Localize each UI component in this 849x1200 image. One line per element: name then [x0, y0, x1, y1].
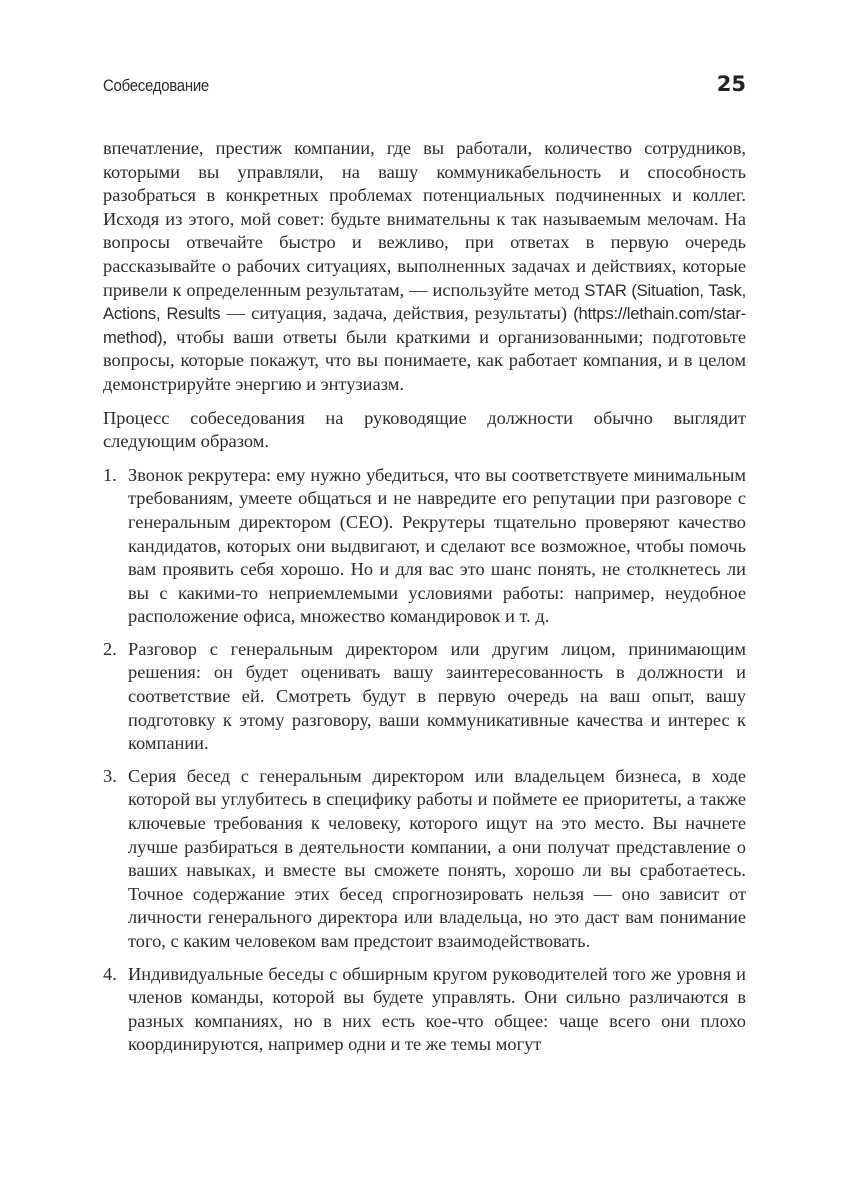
list-item-number: 3. — [103, 765, 117, 786]
page-body — [103, 137, 746, 1066]
paragraph-text: впечатление, престиж компании, где вы работали, количество сотрудников, которыми вы управляли, на вашу коммуникабельность и способность разобраться в конкретных проблемах потенциальных подчиненных и коллег. Исходя из этого, мой совет: будьте внимательны к так называемым мелочам. На вопросы отвечайте быстро и вежливо, при ответах в первую очередь рассказывайте о рабочих ситуациях, выполненных задачах и действиях, которые привели к определенным результатам, — используйте метод — [103, 138, 746, 300]
list-item-text: Разговор с генеральным директором или другим лицом, принимающим решения: он будет оценивать вашу заинтересованность в должности и соответствие ей. Смотреть будут в первую очередь на ваш опыт, вашу подготовку к этому разговору, ваши коммуникативные качества и интерес к компании. — [128, 638, 746, 754]
running-head — [103, 72, 746, 102]
list-item-number: 1. — [103, 464, 117, 485]
list-item — [103, 765, 746, 954]
star-method-term: STAR (Situation, Task, Actions, Results — [103, 280, 746, 324]
star-method-link[interactable]: (https://lethain.com/star-method) — [103, 304, 746, 347]
list-item — [103, 638, 746, 756]
list-item-text: Индивидуальные беседы с обширным кругом руководителей того же уровня и членов команды, которой вы будете управлять. Они сильно различаются в разных компаниях, но в них есть кое-что общее: чаще всего они плохо координируются, например одни и те же темы могут — [128, 963, 746, 1055]
list-item-text: Серия бесед с генеральным директором или владельцем бизнеса, в ходе которой вы углубитесь в специфику работы и поймете ее приоритеты, а также ключевые требования к человеку, которого ищут на это место. Вы начнете лучше разбираться в деятельности компании, а они получат представление о ваших навыках, и вместе вы сможете понять, хорошо ли вы сработаетесь. Точное содержание этих бесед спрогнозировать нельзя — оно зависит от личности генерального директора или владельца, но это даст вам понимание того, с каким человеком вам предстоит взаимодействовать. — [128, 765, 746, 951]
list-item-number: 4. — [103, 963, 117, 984]
list-item — [103, 963, 746, 1057]
paragraph-text: — ситуация, задача, действия, результаты) — [220, 303, 574, 324]
paragraph-star-advice — [103, 137, 746, 397]
interview-steps-list — [103, 464, 746, 1057]
list-item-text: Звонок рекрутера: ему нужно убедиться, что вы соответствуете минимальным требованиям, умеете общаться и не навредите его репутации при разговоре с генеральным директором (CEO). Рекрутеры тщательно проверяют качество кандидатов, которых они выдвигают, и сделают все возможное, чтобы помочь вам проявить себя хорошо. Но и для вас это шанс понять, не столкнетесь ли вы с какими-то неприемлемыми условиями работы: например, неудобное расположение офиса, множество командировок и т. д. — [128, 464, 746, 627]
list-item-number: 2. — [103, 638, 117, 659]
paragraph-process-intro: Процесс собеседования на руководящие должности обычно выглядит следующим образом. — [103, 407, 746, 452]
paragraph-text: , чтобы ваши ответы были краткими и организованными; подготовьте вопросы, которые покажут, что вы понимаете, как работает компания, и в целом демонстрируйте энергию и энтузиазм. — [103, 326, 746, 394]
list-item — [103, 464, 746, 629]
chapter-title: Собеседование — [103, 76, 209, 95]
page-number: 25 — [716, 72, 746, 96]
